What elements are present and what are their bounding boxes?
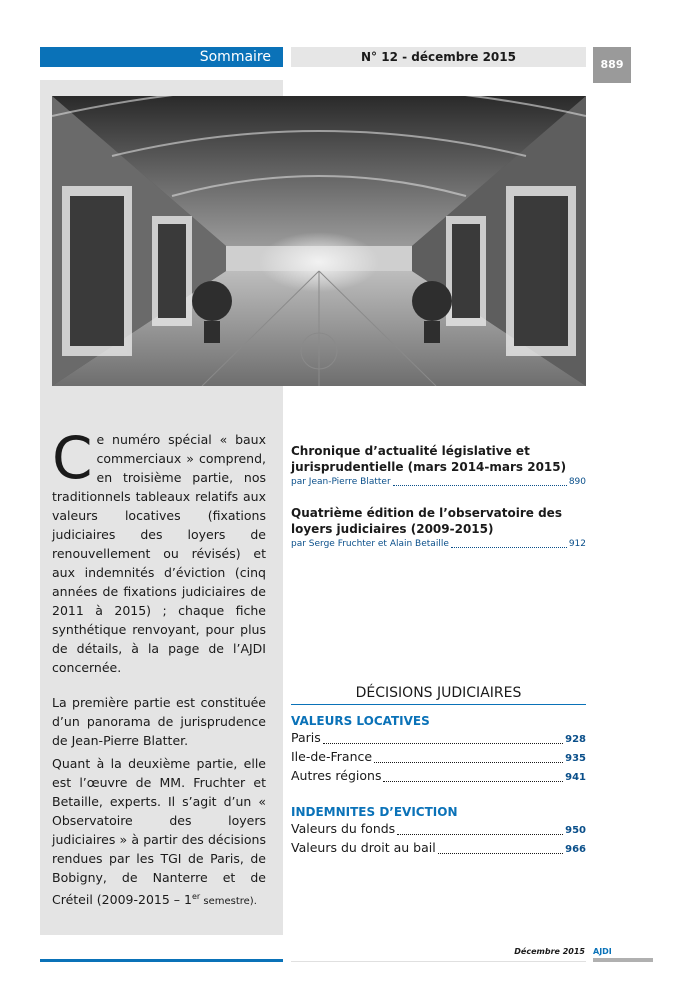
intro-paragraph-1-text: e numéro spécial « baux commerciaux » comprend, en troisième partie, nos traditionnels tableaux relatifs aux valeurs locatives (fixations judiciaires des loyers de renouvellement ou révisés) et aux indemnités d’éviction (cinq années de fixations judiciaires de 2011 à 2015) ; chaque fiche synthétique renvoyant, pour plus de détails, à la page de l’AJDI concernée. — [52, 432, 266, 675]
item-page: 966 — [565, 844, 586, 855]
list-item[interactable] — [291, 729, 586, 748]
toc-page: 890 — [568, 477, 586, 487]
arcade-photo-drawing — [52, 96, 586, 386]
intro-paragraph-1 — [52, 424, 266, 677]
item-label: Valeurs du fonds — [291, 821, 396, 836]
table-of-contents — [291, 443, 586, 567]
issue-header: N° 12 - décembre 2015 — [291, 47, 586, 67]
item-label: Ile-de-France — [291, 749, 373, 764]
list-item[interactable] — [291, 820, 586, 839]
intro-paragraph-3-end: semestre). — [200, 896, 257, 908]
item-page: 941 — [565, 772, 586, 783]
list-item[interactable] — [291, 748, 586, 767]
arcade-photo — [52, 96, 586, 386]
toc-entry[interactable] — [291, 505, 586, 551]
intro-paragraph-3-text: Quant à la deuxième partie, elle est l’œuvre de MM. Fruchter et Betaille, experts. Il s’agit d’un « Observatoire des loyers judiciaires » à partir des décisions rendues par les TGI de Paris, de Bobigny, de Nanterre et de Créteil (2009-2015 – 1 — [52, 756, 266, 908]
item-label: Valeurs du droit au bail — [291, 840, 436, 855]
intro-paragraph-2: La première partie est constituée d’un panorama de jurisprudence de Jean-Pierre Blatter. — [52, 695, 266, 748]
leader-dots — [397, 820, 563, 835]
intro-paragraph-3 — [52, 754, 266, 911]
footer-tab — [593, 958, 653, 962]
decisions-section — [291, 684, 586, 858]
footer-journal: AJDI — [593, 947, 612, 956]
valeurs-locatives-heading: VALEURS LOCATIVES — [291, 714, 430, 728]
toc-title: Chronique d’actualité législative et jurisprudentielle (mars 2014-mars 2015) — [291, 444, 567, 474]
toc-title: Quatrième édition de l’observatoire des loyers judiciaires (2009-2015) — [291, 506, 562, 536]
footer-rule-right — [291, 961, 586, 962]
leader-dots — [438, 839, 563, 854]
item-page: 928 — [565, 734, 586, 745]
leader-dots — [383, 767, 563, 782]
intro-text — [52, 424, 266, 911]
item-page: 935 — [565, 753, 586, 764]
footer-rule — [40, 959, 283, 962]
toc-author: par Jean-Pierre Blatter — [291, 477, 391, 487]
page-number: 889 — [593, 47, 631, 83]
list-item[interactable] — [291, 839, 586, 858]
leader-dots — [374, 748, 563, 763]
leader-dots — [451, 537, 567, 548]
toc-page: 912 — [568, 539, 586, 549]
section-header: Sommaire — [40, 47, 283, 67]
leader-dots — [323, 729, 563, 744]
decisions-title: DÉCISIONS JUDICIAIRES — [291, 684, 586, 705]
item-label: Paris — [291, 730, 321, 745]
item-page: 950 — [565, 825, 586, 836]
indemnites-heading: INDEMNITES D’EVICTION — [291, 805, 458, 819]
superscript: er — [191, 892, 201, 901]
footer-date: Décembre 2015 — [514, 947, 585, 956]
item-label: Autres régions — [291, 768, 382, 783]
toc-entry[interactable] — [291, 443, 586, 489]
toc-author: par Serge Fruchter et Alain Betaille — [291, 539, 449, 549]
drop-cap: C — [52, 424, 93, 492]
toc-author-line — [291, 537, 586, 551]
leader-dots — [393, 475, 567, 486]
toc-author-line — [291, 475, 586, 489]
list-item[interactable] — [291, 767, 586, 786]
